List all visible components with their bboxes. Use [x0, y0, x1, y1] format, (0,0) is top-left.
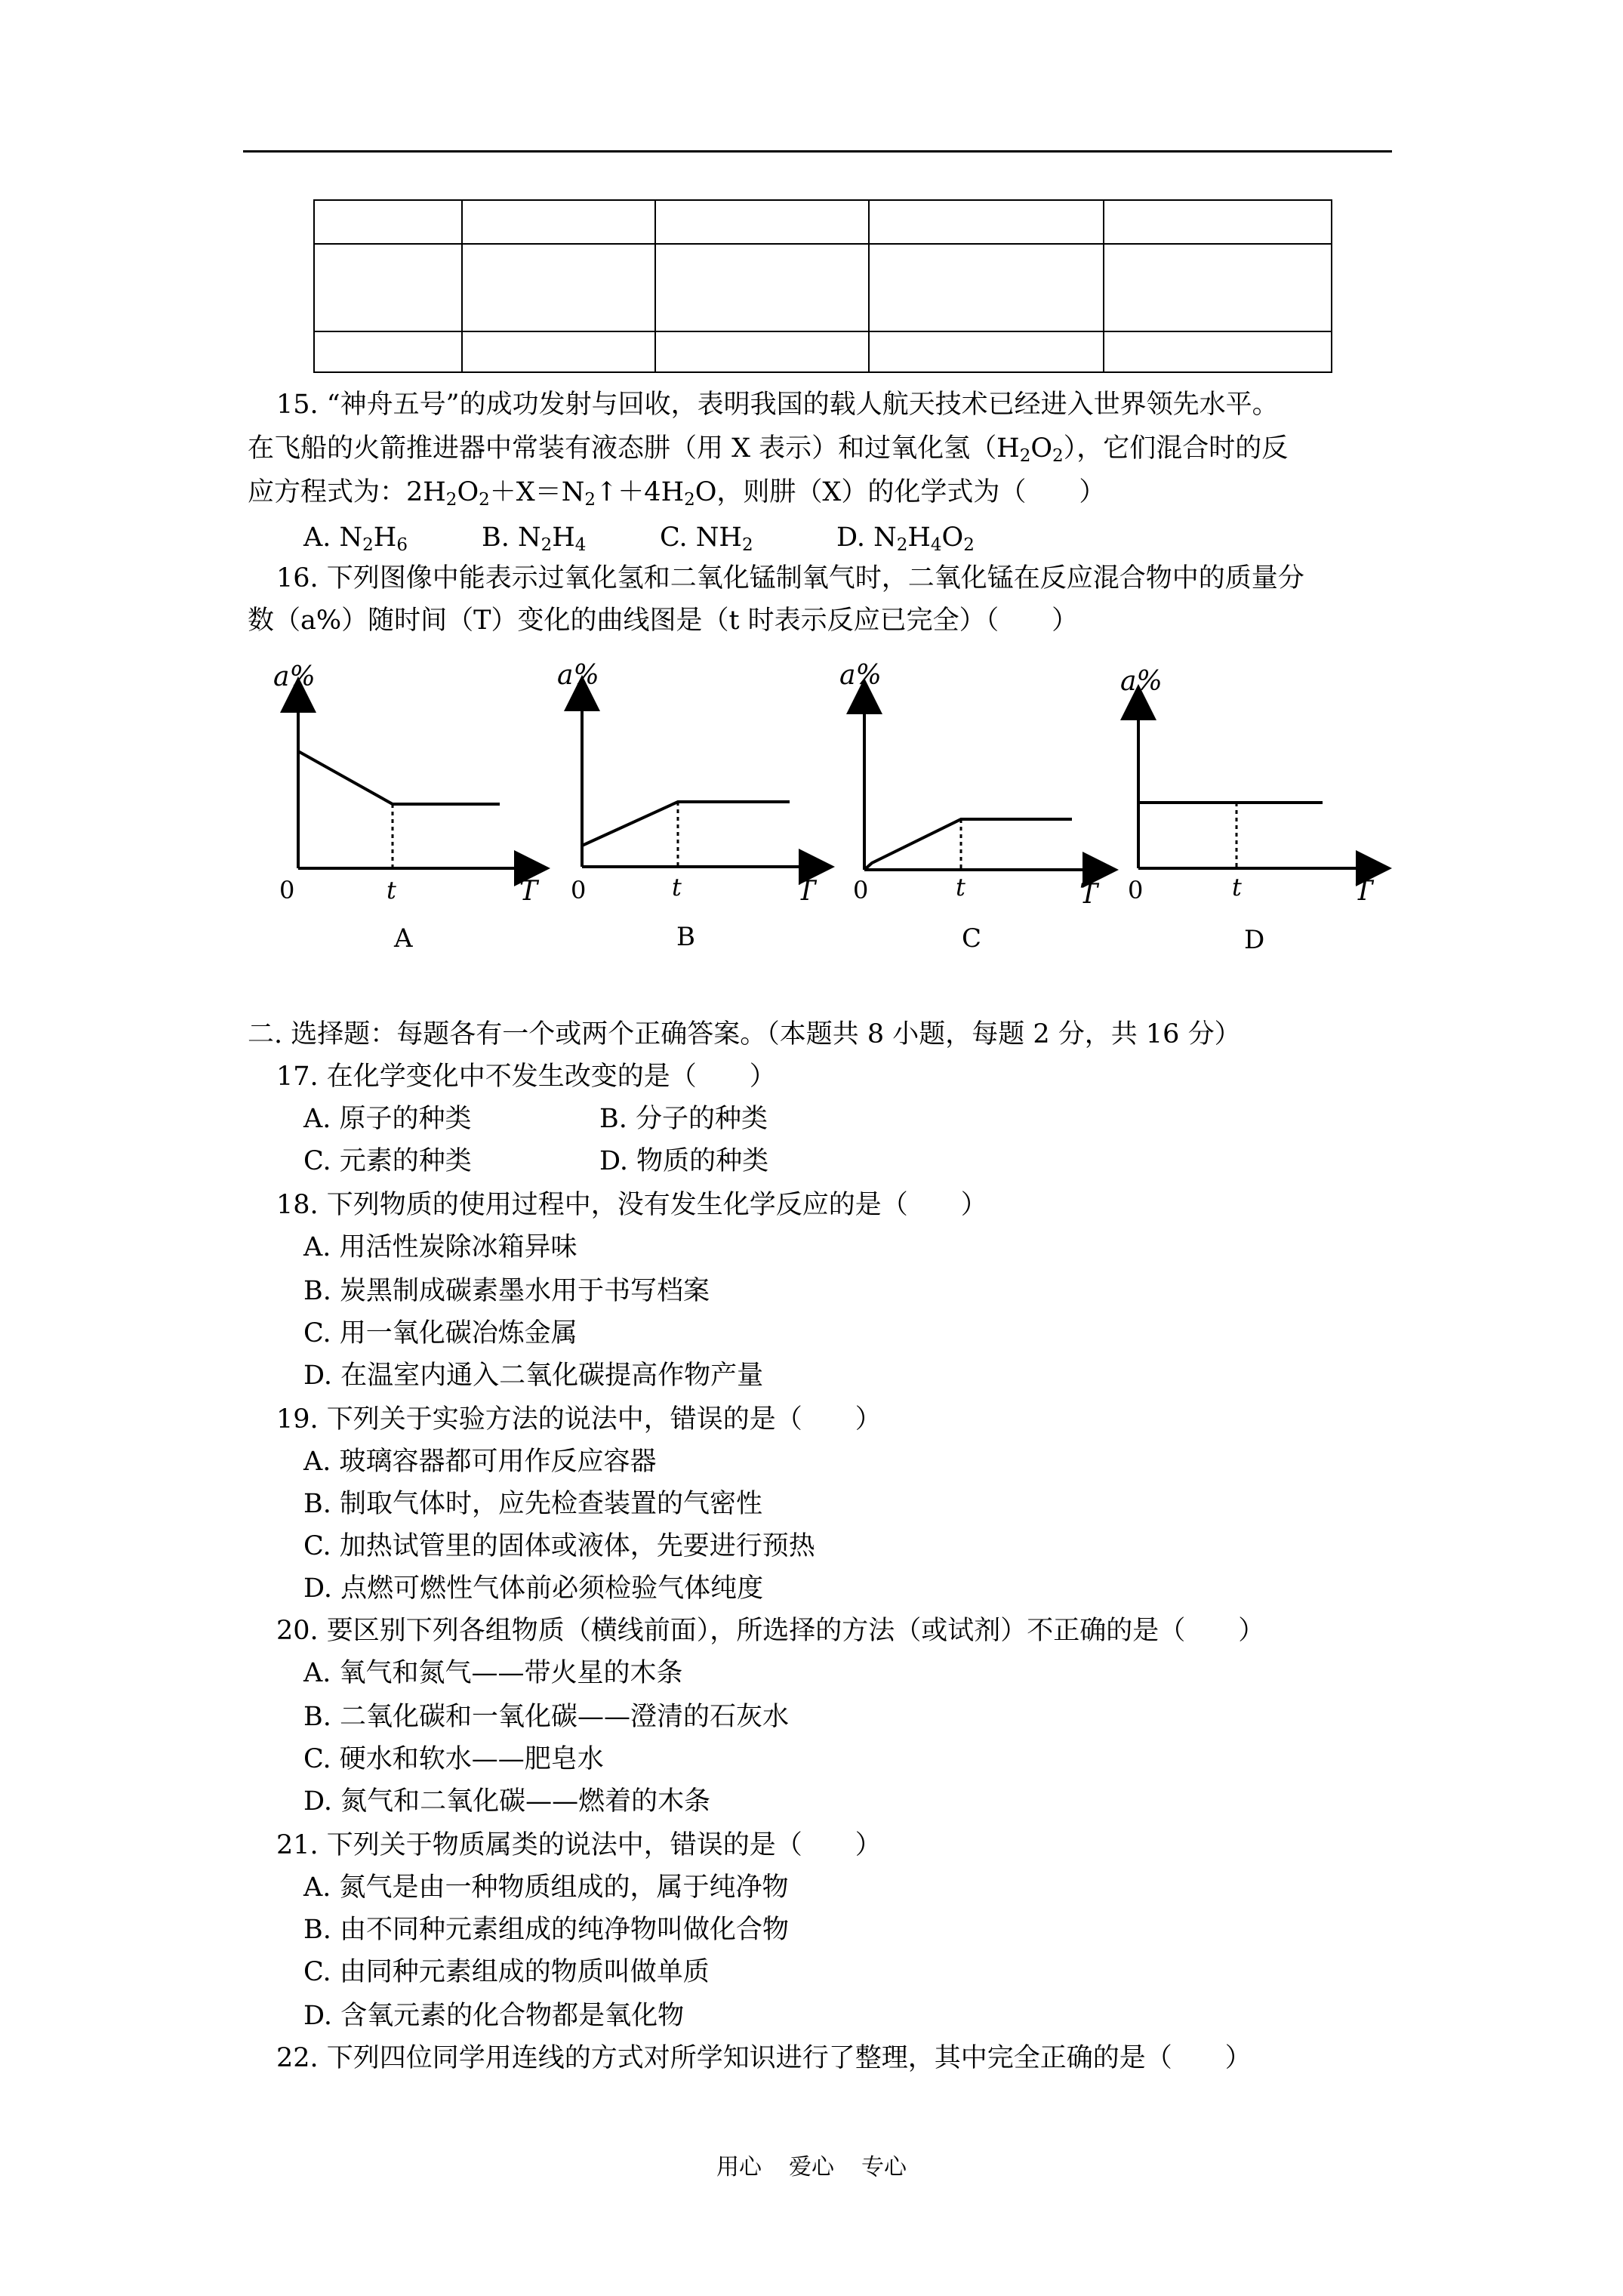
origin-label: 0: [1128, 876, 1144, 905]
x-axis-label: T: [797, 876, 816, 907]
y-axis-label: a%: [557, 660, 599, 691]
t-tick-label: t: [1232, 873, 1242, 901]
q15-line2: 在飞船的火箭推进器中常装有液态肼（用 X 表示）和过氧化氢$(H_2O_2)$，它们混合时的反: [248, 433, 1289, 466]
t-tick-label: t: [956, 873, 965, 901]
q18-option-b[interactable]: B. 炭黑制成碳素墨水用于书写档案: [303, 1276, 710, 1306]
q17-stem: 17. 在化学变化中不发生改变的是（ ）: [276, 1062, 776, 1092]
x-axis-label: T: [1079, 879, 1098, 910]
y-axis-label: a%: [273, 661, 316, 692]
graph-a: [257, 657, 544, 966]
table-cell: [1104, 200, 1332, 244]
q15-line1: 15. “神舟五号”的成功发射与回收，表明我国的载人航天技术已经进入世界领先水平。: [276, 390, 1279, 420]
q15-option-b[interactable]: B. $N_2H_4$: [482, 522, 587, 555]
curve: [864, 819, 1072, 870]
q15-option-c[interactable]: C. $NH_2$: [660, 522, 753, 555]
q17-option-d[interactable]: D. 物质的种类: [599, 1146, 769, 1176]
origin-label: 0: [571, 876, 587, 905]
graph-label: C: [962, 923, 982, 954]
x-axis-label: T: [519, 876, 538, 907]
q20-stem: 20. 要区别下列各组物质（横线前面），所选择的方法（或试剂）不正确的是（ ）: [276, 1616, 1265, 1646]
table-cell: [1104, 331, 1332, 372]
table-cell: [869, 331, 1104, 372]
graph-label: A: [394, 923, 413, 954]
q17-option-a[interactable]: A. 原子的种类: [303, 1104, 472, 1134]
q16-line1: 16. 下列图像中能表示过氧化氢和二氧化锰制氧气时，二氧化锰在反应混合物中的质量分: [276, 563, 1304, 593]
origin-label: 0: [279, 876, 295, 905]
curve: [582, 802, 790, 846]
table-cell: [655, 244, 869, 331]
origin-label: 0: [853, 876, 869, 905]
q17-options-row1: [303, 1101, 895, 1137]
q17-options-row2: [303, 1143, 895, 1179]
table-cell: [1104, 244, 1332, 331]
q20-option-b[interactable]: B. 二氧化碳和一氧化碳——澄清的石灰水: [303, 1702, 789, 1732]
graph-c: [823, 657, 1110, 966]
table-cell: [462, 331, 656, 372]
q18-option-c[interactable]: C. 用一氧化碳冶炼金属: [303, 1318, 577, 1348]
q19-stem: 19. 下列关于实验方法的说法中，错误的是（ ）: [276, 1404, 882, 1435]
q18-option-d[interactable]: D. 在温室内通入二氧化碳提高作物产量: [303, 1361, 764, 1391]
answer-grid-table: [313, 199, 1332, 373]
t-tick-label: t: [387, 876, 396, 905]
q20-option-c[interactable]: C. 硬水和软水——肥皂水: [303, 1744, 604, 1774]
footer-word: 爱心: [789, 2154, 834, 2180]
q21-stem: 21. 下列关于物质属类的说法中，错误的是（ ）: [276, 1830, 882, 1860]
q18-option-a[interactable]: A. 用活性炭除冰箱异味: [303, 1232, 577, 1262]
q21-option-a[interactable]: A. 氮气是由一种物质组成的，属于纯净物: [303, 1872, 789, 1903]
q16-line2: 数（a%）随时间（T）变化的曲线图是（t 时表示反应已完全）（ ）: [248, 606, 1079, 636]
q19-option-b[interactable]: B. 制取气体时，应先检查装置的气密性: [303, 1489, 762, 1519]
footer-word: 专心: [861, 2154, 907, 2180]
q15-equation: 应方程式为：$2H_2O_2+X=N_2↑+4H_2O$，则肼（X）的化学式为（ ）: [248, 477, 1106, 510]
q15-option-d[interactable]: D. $N_2H_4O_2$: [836, 522, 975, 555]
curve: [298, 751, 500, 804]
page-footer: [0, 2148, 1623, 2181]
footer-word: 用心: [716, 2154, 762, 2180]
q20-option-a[interactable]: A. 氧气和氮气——带火星的木条: [303, 1658, 683, 1688]
q21-option-b[interactable]: B. 由不同种元素组成的纯净物叫做化合物: [303, 1915, 789, 1945]
table-cell: [655, 200, 869, 244]
table-cell: [462, 244, 656, 331]
q17-option-b[interactable]: B. 分子的种类: [599, 1104, 768, 1134]
q19-option-a[interactable]: A. 玻璃容器都可用作反应容器: [303, 1447, 657, 1477]
table-cell: [314, 244, 462, 331]
q19-option-d[interactable]: D. 点燃可燃性气体前必须检验气体纯度: [303, 1573, 764, 1604]
q15-option-a[interactable]: A. $N_2H_6$: [303, 522, 408, 555]
table-cell: [462, 200, 656, 244]
table-cell: [869, 200, 1104, 244]
q17-option-c[interactable]: C. 元素的种类: [303, 1146, 472, 1176]
q18-stem: 18. 下列物质的使用过程中，没有发生化学反应的是（ ）: [276, 1190, 987, 1220]
y-axis-label: a%: [839, 660, 882, 691]
q21-option-d[interactable]: D. 含氧元素的化合物都是氧化物: [303, 2001, 685, 2031]
table-cell: [314, 331, 462, 372]
graph-b: [540, 657, 827, 966]
q22-stem: 22. 下列四位同学用连线的方式对所学知识进行了整理，其中完全正确的是（ ）: [276, 2043, 1252, 2073]
table-cell: [869, 244, 1104, 331]
graph-label: D: [1244, 925, 1265, 955]
header-rule: [243, 150, 1392, 153]
t-tick-label: t: [672, 873, 682, 901]
y-axis-label: a%: [1120, 666, 1163, 697]
q19-option-c[interactable]: C. 加热试管里的固体或液体，先要进行预热: [303, 1531, 815, 1561]
q20-option-d[interactable]: D. 氮气和二氧化碳——燃着的木条: [303, 1786, 711, 1817]
table-cell: [314, 200, 462, 244]
graph-label: B: [676, 922, 695, 952]
q21-option-c[interactable]: C. 由同种元素组成的物质叫做单质: [303, 1957, 710, 1987]
table-cell: [655, 331, 869, 372]
q15-options: [303, 519, 975, 556]
x-axis-label: T: [1354, 876, 1373, 907]
section-heading: 二. 选择题：每题各有一个或两个正确答案。（本题共 8 小题，每题 2 分，共 16 分）: [248, 1019, 1241, 1049]
graph-d: [1096, 657, 1383, 966]
